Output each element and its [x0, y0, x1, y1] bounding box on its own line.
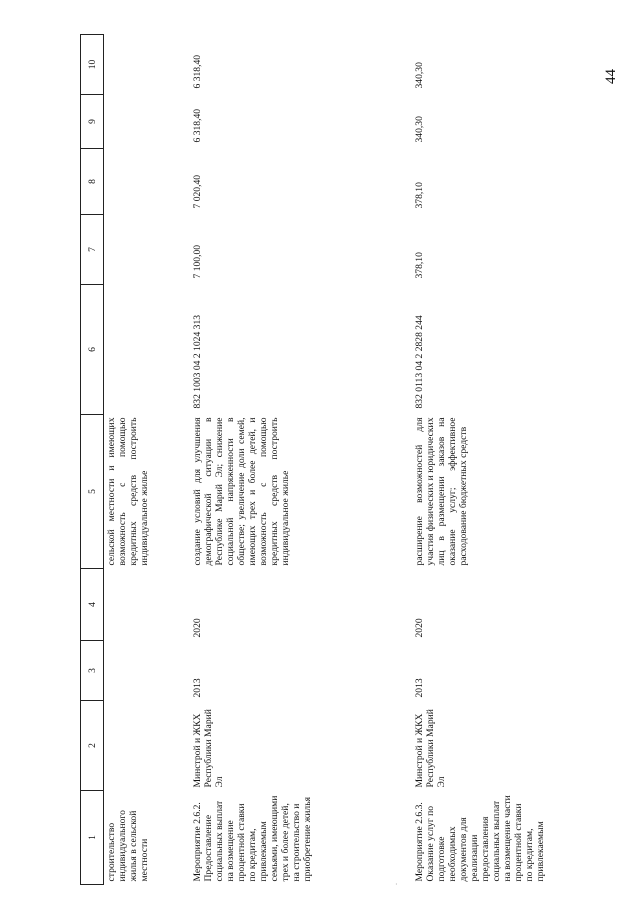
expected-result-cell: расширение возможностей для участия физических и юридических лиц в размещении заказов на оказание услуг; эффективное расходование бюджетных средств	[413, 417, 469, 566]
budget-code-cell: 832 0113 04 2 2828 244	[413, 315, 425, 409]
budget-code-cell: 832 1003 04 2 1024 313	[191, 314, 203, 409]
column-header: 5	[81, 415, 104, 569]
column-header: 6	[81, 285, 104, 415]
header-row	[81, 35, 104, 885]
value-col7-cell	[104, 215, 190, 285]
rotated-table-container	[80, 35, 580, 885]
value-col8-cell: 378,10	[413, 182, 425, 209]
executor-cell: Минстрой и ЖКХ Республики Марий Эл	[191, 709, 225, 788]
column-header: 2	[81, 701, 104, 791]
end-year-cell	[104, 569, 190, 641]
value-col9-cell: 6 318,40	[191, 108, 203, 143]
table-row	[190, 35, 412, 885]
page-number: 44	[603, 69, 619, 84]
column-header: 9	[81, 95, 104, 149]
value-col10-cell: 6 318,40	[191, 54, 203, 89]
column-header: 10	[81, 35, 104, 95]
expected-result-cell: создание условий для улучшения демографической ситуации в Республике Марий Эл; снижение социальной напряженности в обществе; увеличение доли семей, имеющих трех и более детей, и возможность с помощью кредитных средств построить индивидуальное жилье	[191, 417, 291, 566]
expected-result-cell: сельской местности и имеющих возможность с помощью кредитных средств построить индивидуальное жилье	[106, 417, 150, 566]
start-year-cell: 2013	[413, 678, 425, 698]
end-year-cell: 2020	[413, 618, 425, 638]
program-table	[80, 34, 548, 885]
value-col8-cell	[104, 149, 190, 215]
scan-mark: ·	[395, 880, 398, 889]
column-header: 7	[81, 215, 104, 285]
column-header: 1	[81, 791, 104, 885]
value-col10-cell	[104, 35, 190, 95]
table-row	[104, 35, 190, 885]
value-col7-cell: 378,10	[413, 252, 425, 279]
table-row	[412, 35, 548, 885]
executor-cell: Минстрой и ЖКХ Республики Марий Эл	[413, 709, 447, 788]
value-col9-cell	[104, 95, 190, 149]
budget-code-cell	[104, 285, 190, 415]
measure-name-cell: Мероприятие 2.6.3. Оказание услуг по подготовке необходимых документов для реализации предоставления социальных выплат на возмещение части процентной ставки по кредитам, привлекаемым	[413, 795, 546, 882]
value-col10-cell: 340,30	[413, 62, 425, 89]
column-header: 8	[81, 149, 104, 215]
measure-name-cell: строительство индивидуального жилья в сельской местности	[106, 810, 150, 882]
value-col9-cell: 340,30	[413, 116, 425, 143]
measure-name-cell: Мероприятие 2.6.2. Предоставление социальных выплат на возмещение процентной ставки по кредитам, привлекаемым семьями, имеющими трех и более детей, на строительство и приобретение жилья	[191, 795, 313, 882]
executor-cell	[104, 701, 190, 791]
start-year-cell: 2013	[191, 678, 203, 698]
end-year-cell: 2020	[191, 618, 203, 638]
start-year-cell	[104, 641, 190, 701]
value-col8-cell: 7 020,40	[191, 174, 203, 209]
column-header: 3	[81, 641, 104, 701]
value-col7-cell: 7 100,00	[191, 244, 203, 279]
column-header: 4	[81, 569, 104, 641]
